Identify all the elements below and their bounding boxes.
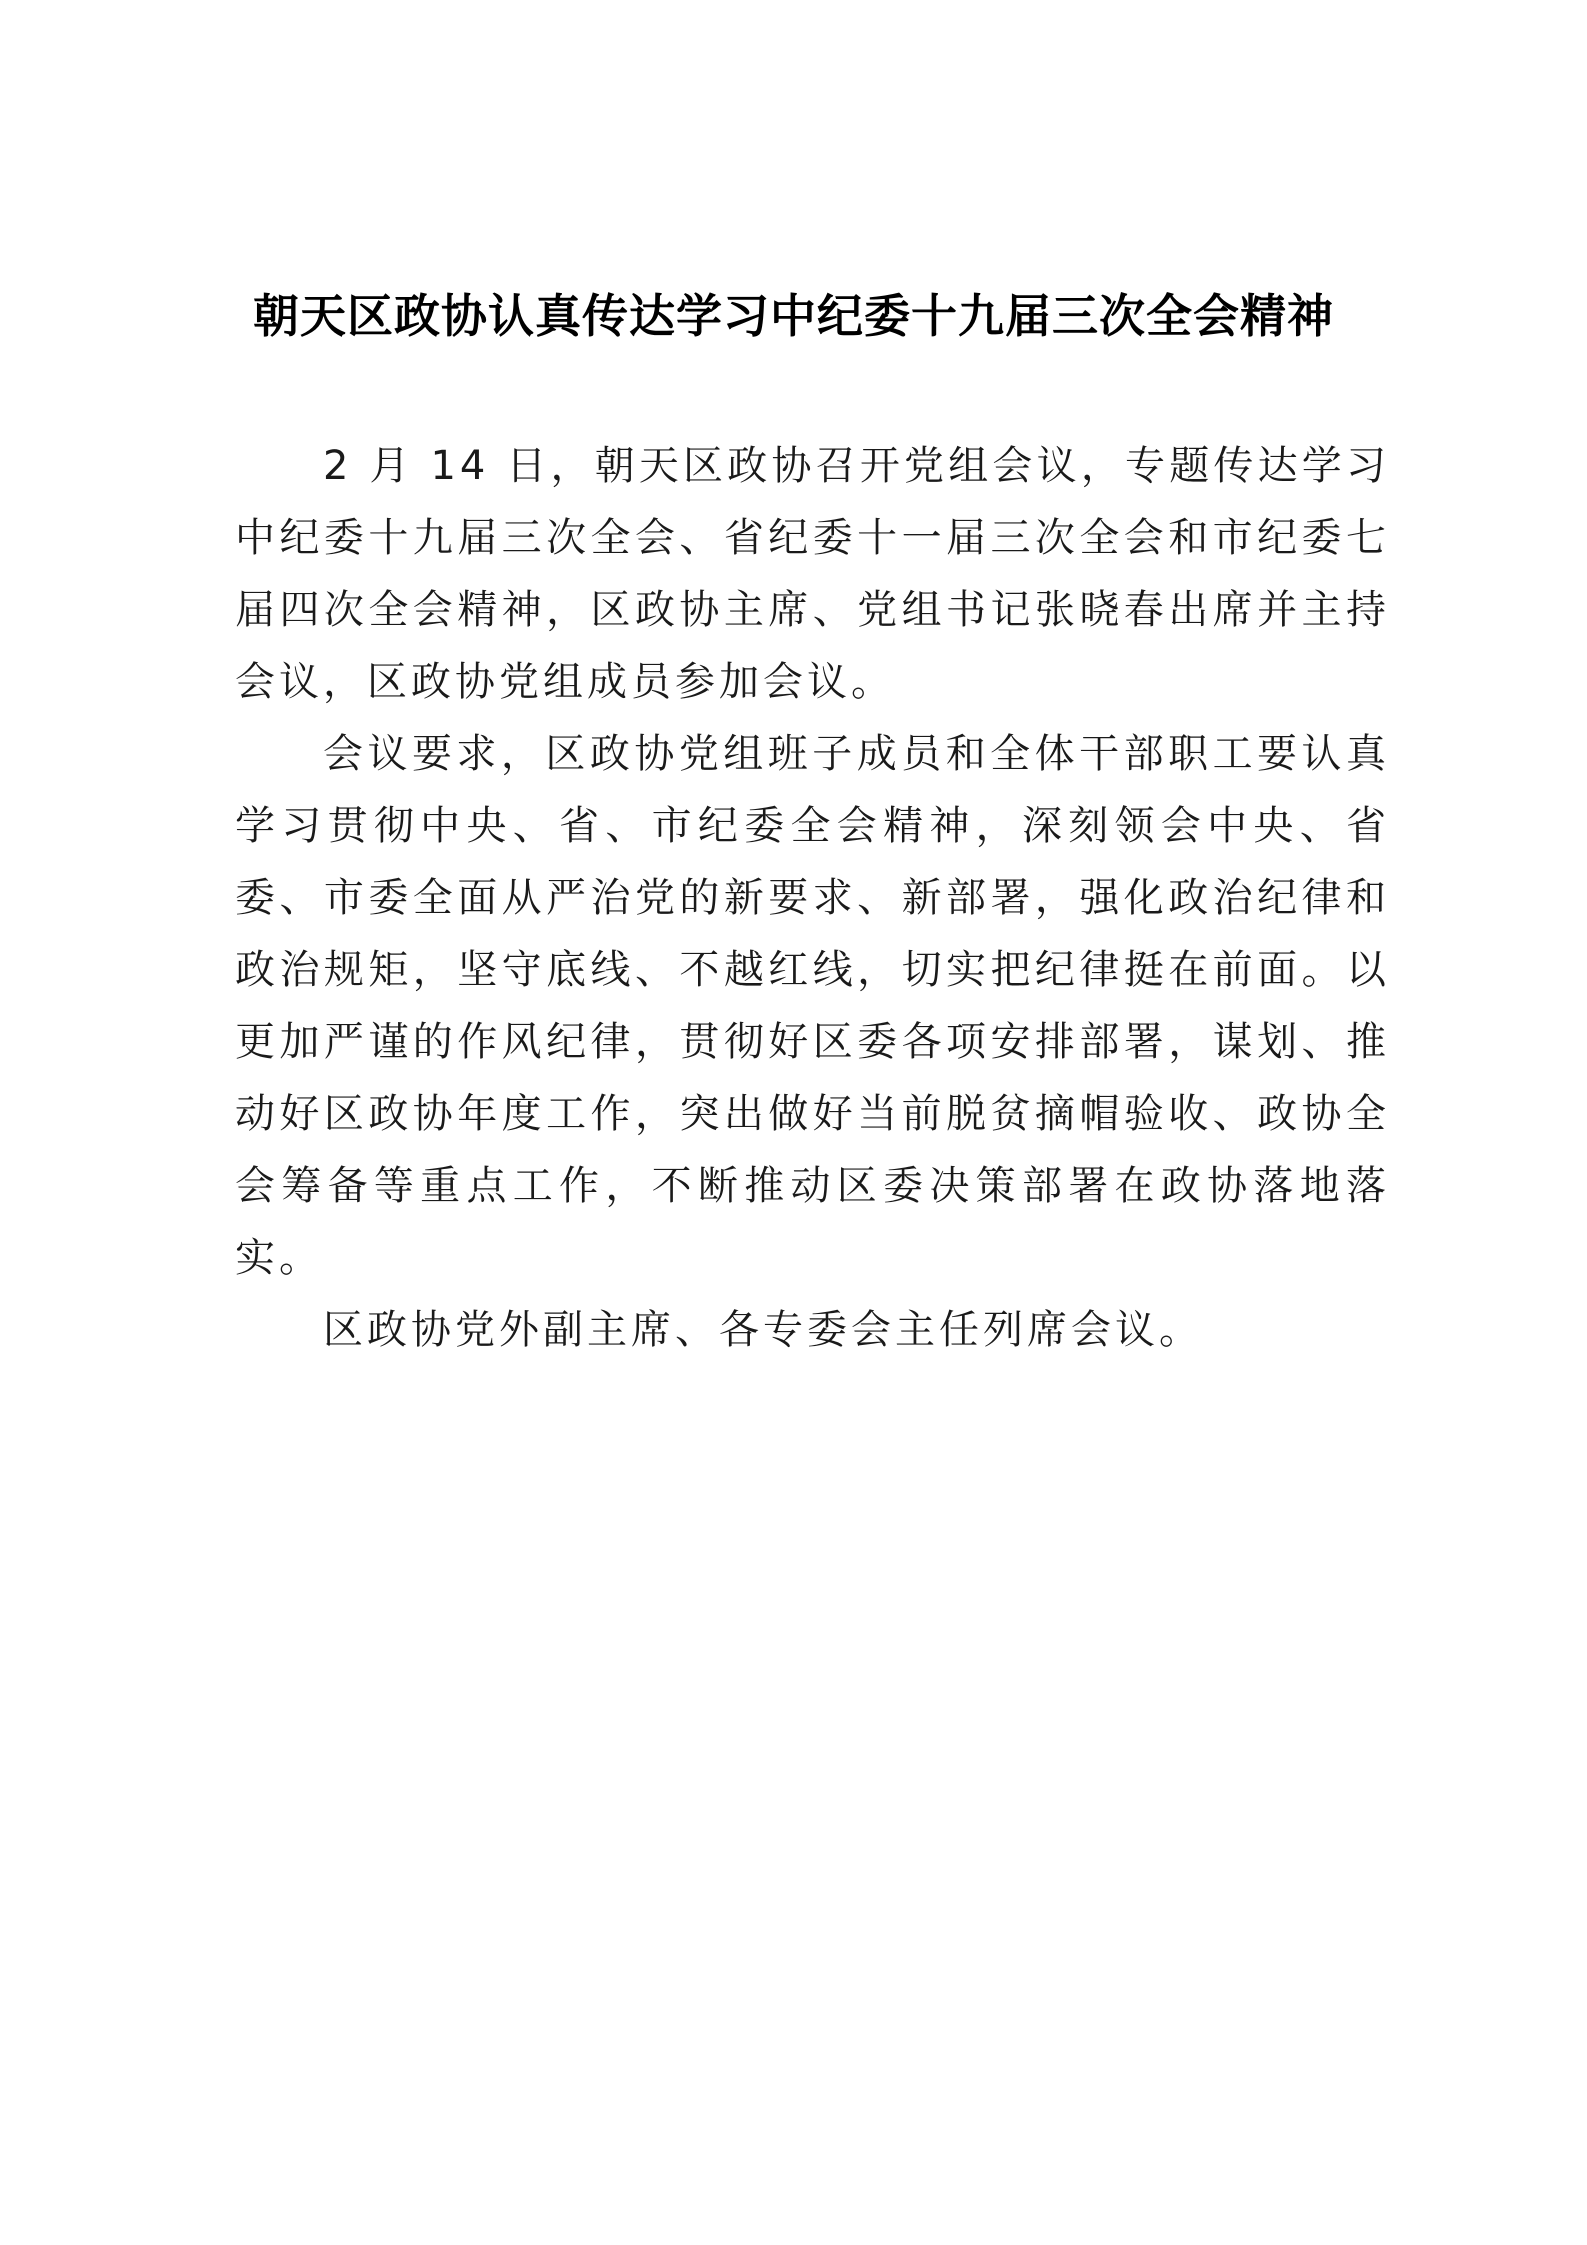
document-body (235, 430, 1390, 1366)
paragraph-meeting-requirements: 会议要求，区政协党组班子成员和全体干部职工要认真学习贯彻中央、省、市纪委全会精神，深刻领会中央、省委、市委全面从严治党的新要求、新部署，强化政治纪律和政治规矩，坚守底线、不越红线，切实把纪律挺在前面。以更加严谨的作风纪律，贯彻好区委各项安排部署，谋划、推动好区政协年度工作，突出做好当前脱贫摘帽验收、政协全会筹备等重点工作，不断推动区委决策部署在政协落地落实。 (235, 731, 1390, 1281)
paragraph-meeting-intro: 2 月 14 日，朝天区政协召开党组会议，专题传达学习中纪委十九届三次全会、省纪委十一届三次全会和市纪委七届四次全会精神，区政协主席、党组书记张晓春出席并主持会议，区政协党组成员参加会议。 (235, 443, 1390, 705)
document-title: 朝天区政协认真传达学习中纪委十九届三次全会精神 (253, 289, 1334, 343)
paragraph-attendees: 区政协党外副主席、各专委会主任列席会议。 (323, 1307, 1203, 1353)
